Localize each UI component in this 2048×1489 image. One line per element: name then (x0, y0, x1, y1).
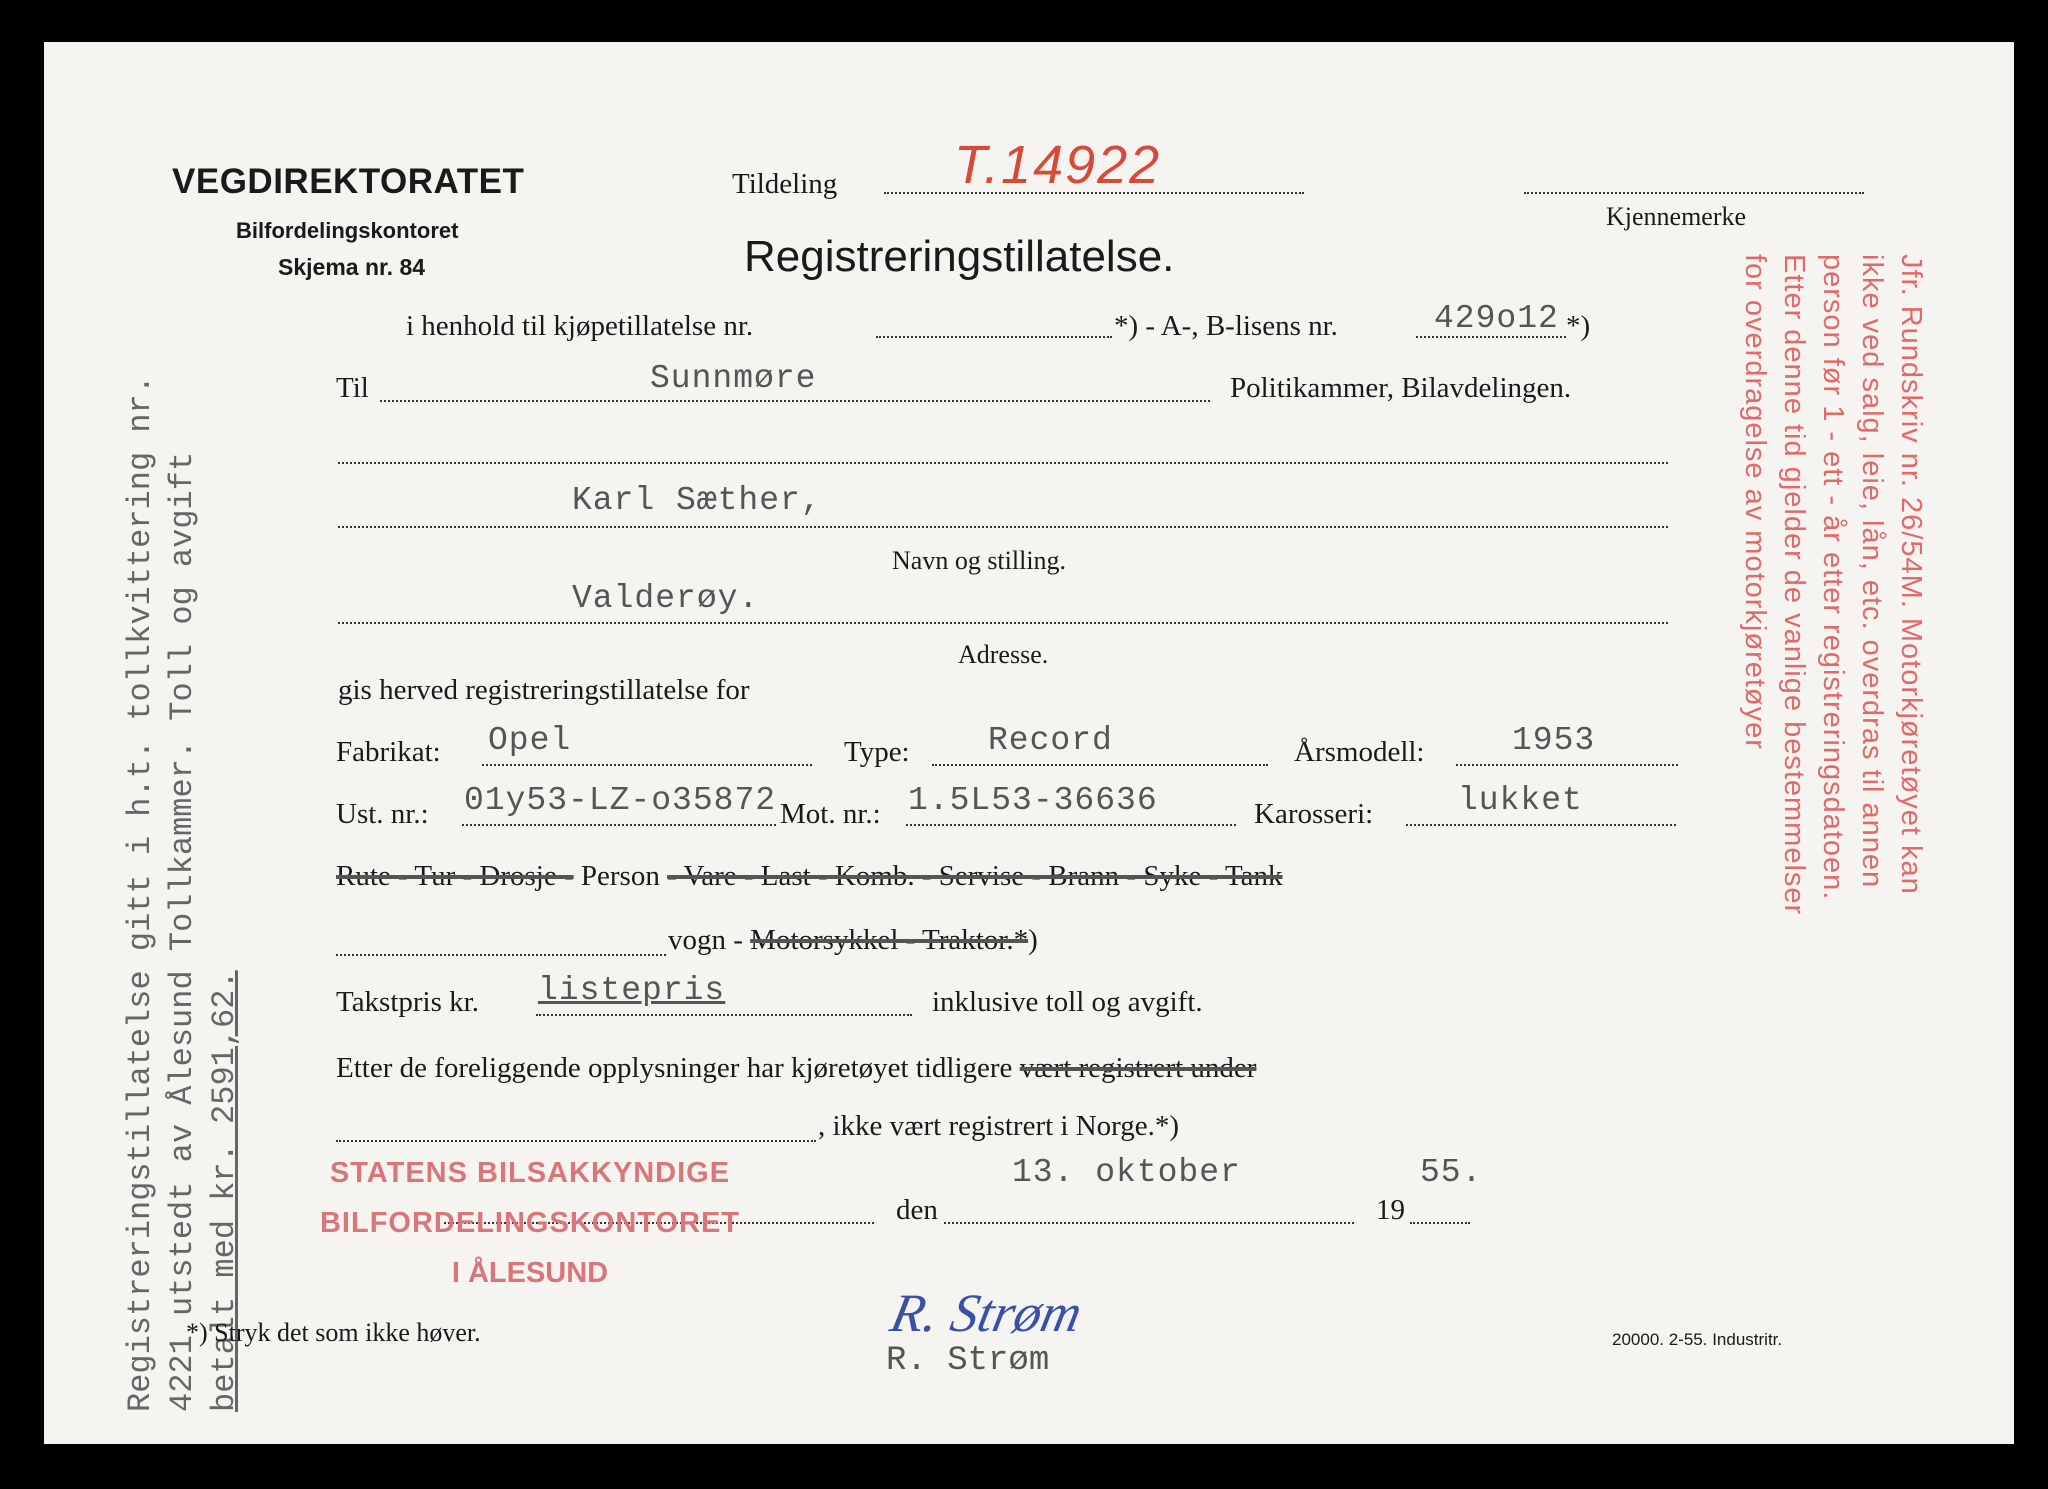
vogn-row (668, 924, 1038, 957)
vogn-line (336, 954, 666, 956)
owner-address-label: Adresse. (958, 640, 1049, 669)
ust-label: Ust. nr.: (336, 798, 429, 830)
tildeling-label: Tildeling (732, 168, 838, 200)
owner-name-label: Navn og stilling. (892, 546, 1067, 575)
official-stamp (230, 1148, 830, 1298)
motorsykkel-traktor-struck: Motorsykkel - Traktor.* (750, 924, 1029, 956)
karosseri-value: lukket (1458, 782, 1583, 819)
type-value: Record (988, 722, 1113, 759)
history-text-b-struck: vært registrert under (1019, 1052, 1257, 1084)
history-blank-line (336, 1140, 816, 1142)
left-margin-line3: betalt med kr. 2591,62. (206, 970, 243, 1412)
left-margin-note (120, 375, 246, 1412)
owner-name-value: Karl Sæther, (572, 482, 822, 519)
print-info: 20000. 2-55. Industritr. (1612, 1330, 1783, 1349)
grant-text: gis herved registreringstillatelse for (338, 674, 750, 706)
takstpris-line (536, 1014, 912, 1016)
left-margin-line2: 4221 utstedt av Ålesund Tollkammer. Toll og avgift (164, 451, 201, 1412)
right-margin-line3: person før 1 - ett - år etter registreringsdatoen. (1817, 254, 1849, 901)
vogn-label: vogn - (668, 924, 743, 956)
year-prefix: 19 (1376, 1194, 1405, 1226)
fabrikat-label: Fabrikat: (336, 736, 441, 768)
dept-name: Bilfordelingskontoret (236, 218, 459, 243)
blank-line-1 (338, 462, 1668, 464)
date-line (944, 1222, 1354, 1224)
category-line (336, 860, 1283, 893)
stamp-line-1: STATENS BILSAKKYNDIGE (329, 1157, 731, 1189)
right-margin-line1: Jfr. Rundskriv nr. 26/54M. Motorkjøretøyet kan (1895, 254, 1927, 895)
tildeling-handwritten: T.14922 (954, 135, 1162, 195)
org-name: VEGDIREKTORATET (172, 162, 525, 201)
handwritten-signature: R. Strøm (885, 1283, 1088, 1343)
karosseri-line (1406, 824, 1676, 826)
vogn-close: ) (1028, 924, 1038, 956)
left-margin-line1: Registreringstillatelse gitt i h.t. tollkvittering nr. (122, 375, 159, 1412)
stamp-line-3: I ÅLESUND (451, 1257, 609, 1289)
karosseri-label: Karosseri: (1254, 798, 1374, 830)
mot-label: Mot. nr.: (780, 798, 881, 830)
category-rest-struck: - Vare - Last - Komb. - Servise - Brann - Syke - Tank (667, 860, 1283, 892)
date-value: 13. oktober (1012, 1154, 1241, 1191)
takstpris-value: listepris (538, 972, 726, 1009)
fabrikat-value: Opel (488, 722, 572, 759)
til-value: Sunnmøre (650, 360, 817, 397)
politikammer-label: Politikammer, Bilavdelingen. (1230, 372, 1572, 404)
typed-signature: R. Strøm (886, 1342, 1050, 1380)
footnote: *) Stryk det som ikke høver. (186, 1318, 481, 1347)
mot-value: 1.5L53-36636 (908, 782, 1158, 819)
takstpris-suffix: inklusive toll og avgift. (932, 986, 1203, 1018)
takstpris-label: Takstpris kr. (336, 986, 479, 1018)
arsmodell-line (1456, 764, 1678, 766)
owner-address-value: Valderøy. (572, 580, 760, 617)
kjopetillatelse-line (876, 336, 1112, 338)
mot-line (906, 824, 1236, 826)
page-title: Registreringstillatelse. (744, 232, 1175, 281)
til-label: Til (336, 372, 369, 404)
history-line-1 (336, 1052, 1256, 1085)
ust-line (462, 824, 776, 826)
category-person: Person (580, 860, 660, 892)
til-line (380, 400, 1210, 402)
owner-address-line (338, 622, 1668, 624)
lisens-suffix: *) (1566, 310, 1591, 342)
right-margin-line2: ikke ved salg, leie, lån, etc. overdras til annen (1856, 254, 1888, 889)
kjennemerke-line (1524, 192, 1864, 194)
lisens-value: 429o12 (1434, 300, 1559, 337)
lisens-label: *) - A-, B-lisens nr. (1114, 310, 1338, 342)
history-line-2: , ikke vært registrert i Norge.*) (818, 1110, 1180, 1142)
ust-value: 01y53-LZ-o35872 (464, 782, 777, 819)
kjennemerke-label: Kjennemerke (1606, 202, 1747, 231)
category-rute-struck: Rute - Tur - Drosje - (336, 860, 574, 892)
type-line (932, 764, 1268, 766)
owner-name-line (338, 526, 1668, 528)
right-margin-note (1735, 254, 1930, 915)
den-label: den (896, 1194, 938, 1226)
year-line (1410, 1222, 1470, 1224)
form-number: Skjema nr. 84 (278, 254, 426, 280)
fabrikat-line (482, 764, 812, 766)
type-label: Type: (844, 736, 910, 768)
arsmodell-label: Årsmodell: (1294, 736, 1425, 768)
kjopetillatelse-label: i henhold til kjøpetillatelse nr. (406, 310, 754, 342)
stamp-line-2: BILFORDELINGSKONTORET (319, 1207, 741, 1239)
document-page (44, 42, 2014, 1444)
right-margin-line5: for overdragelse av motorkjøretøyer (1739, 254, 1771, 750)
right-margin-line4: Etter denne tid gjelder de vanlige bestemmelser (1778, 254, 1810, 916)
year-value: 55. (1420, 1154, 1483, 1191)
arsmodell-value: 1953 (1512, 722, 1596, 759)
history-text-a: Etter de foreliggende opplysninger har kjøretøyet tidligere (336, 1052, 1013, 1084)
